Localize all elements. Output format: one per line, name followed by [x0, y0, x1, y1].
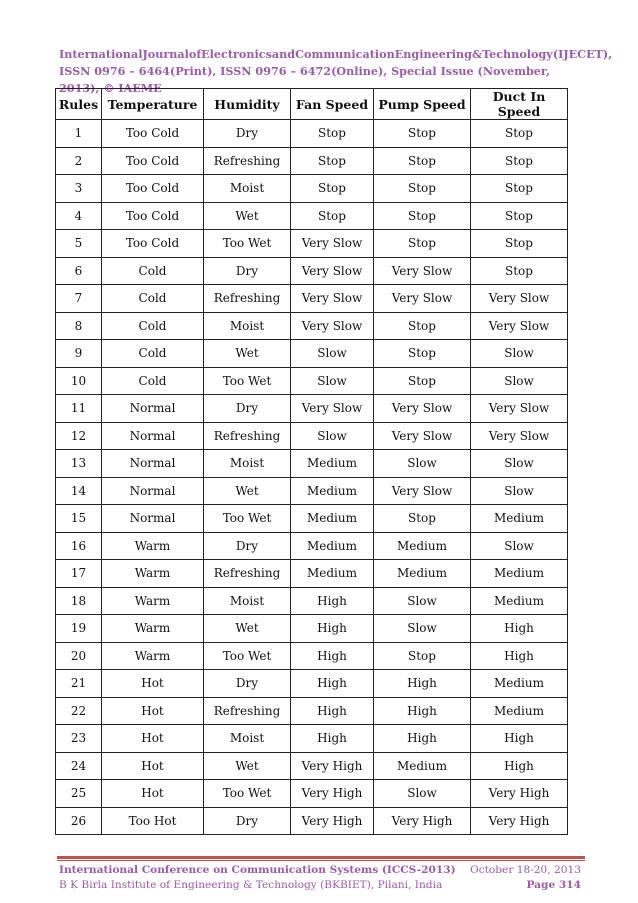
cell-fan-speed: High [291, 642, 374, 670]
cell-pump-speed: Stop [374, 312, 471, 340]
header-rules: Rules [56, 89, 102, 120]
cell-temperature: Cold [102, 257, 204, 285]
cell-duct-in-speed: Medium [471, 505, 568, 533]
header-word: International [59, 47, 143, 61]
cell-temperature: Hot [102, 752, 204, 780]
cell-rule: 15 [56, 505, 102, 533]
cell-humidity: Moist [204, 175, 291, 203]
cell-fan-speed: Very High [291, 780, 374, 808]
cell-duct-in-speed: Slow [471, 367, 568, 395]
cell-fan-speed: Slow [291, 422, 374, 450]
cell-duct-in-speed: High [471, 752, 568, 780]
cell-pump-speed: Slow [374, 587, 471, 615]
cell-temperature: Warm [102, 615, 204, 643]
cell-temperature: Cold [102, 340, 204, 368]
cell-fan-speed: Very Slow [291, 285, 374, 313]
cell-temperature: Normal [102, 505, 204, 533]
cell-duct-in-speed: Very High [471, 780, 568, 808]
cell-pump-speed: Stop [374, 175, 471, 203]
footer-rule-thin [57, 860, 585, 861]
cell-duct-in-speed: Slow [471, 532, 568, 560]
table-row [56, 367, 568, 395]
table-header-row [56, 89, 568, 120]
cell-duct-in-speed: Very High [471, 807, 568, 835]
table-row [56, 450, 568, 478]
cell-pump-speed: Stop [374, 340, 471, 368]
cell-pump-speed: Stop [374, 642, 471, 670]
cell-rule: 3 [56, 175, 102, 203]
cell-pump-speed: Medium [374, 560, 471, 588]
cell-temperature: Too Cold [102, 202, 204, 230]
cell-rule: 17 [56, 560, 102, 588]
table-row [56, 780, 568, 808]
cell-pump-speed: Medium [374, 532, 471, 560]
table-row [56, 202, 568, 230]
cell-duct-in-speed: Medium [471, 697, 568, 725]
cell-duct-in-speed: Very Slow [471, 422, 568, 450]
cell-pump-speed: Very High [374, 807, 471, 835]
table-row [56, 642, 568, 670]
cell-humidity: Wet [204, 340, 291, 368]
cell-rule: 24 [56, 752, 102, 780]
cell-fan-speed: Slow [291, 367, 374, 395]
cell-duct-in-speed: Stop [471, 147, 568, 175]
footer-institute: B K Birla Institute of Engineering & Technology (BKBIET), Pilani, India [59, 879, 443, 891]
header-pump-speed: Pump Speed [374, 89, 471, 120]
cell-pump-speed: Stop [374, 202, 471, 230]
table-row [56, 285, 568, 313]
table-row [56, 505, 568, 533]
cell-humidity: Dry [204, 670, 291, 698]
cell-fan-speed: Stop [291, 120, 374, 148]
table-row [56, 230, 568, 258]
cell-temperature: Normal [102, 422, 204, 450]
journal-header-line2: ISSN 0976 – 6464(Print), ISSN 0976 – 6472(Online), Special Issue (November, 2013), © IAEME [59, 64, 550, 95]
header-word: Engineering [394, 47, 472, 61]
cell-humidity: Refreshing [204, 560, 291, 588]
rules-table [55, 88, 568, 835]
cell-fan-speed: Very High [291, 752, 374, 780]
cell-fan-speed: High [291, 615, 374, 643]
cell-duct-in-speed: Slow [471, 477, 568, 505]
cell-pump-speed: Very Slow [374, 285, 471, 313]
cell-pump-speed: Stop [374, 120, 471, 148]
cell-pump-speed: High [374, 670, 471, 698]
cell-duct-in-speed: Stop [471, 230, 568, 258]
cell-humidity: Wet [204, 752, 291, 780]
cell-duct-in-speed: Medium [471, 670, 568, 698]
cell-fan-speed: High [291, 725, 374, 753]
cell-fan-speed: Stop [291, 175, 374, 203]
rules-table-container [55, 88, 568, 835]
cell-temperature: Normal [102, 395, 204, 423]
table-row [56, 587, 568, 615]
cell-fan-speed: Very Slow [291, 395, 374, 423]
journal-header-line1 [59, 46, 613, 63]
cell-rule: 14 [56, 477, 102, 505]
table-body [56, 120, 568, 835]
cell-duct-in-speed: High [471, 725, 568, 753]
table-row [56, 697, 568, 725]
header-word: and [271, 47, 296, 61]
cell-temperature: Too Cold [102, 175, 204, 203]
cell-humidity: Refreshing [204, 147, 291, 175]
cell-pump-speed: Very Slow [374, 477, 471, 505]
table-row [56, 175, 568, 203]
header-word: & [471, 47, 483, 61]
cell-humidity: Too Wet [204, 505, 291, 533]
cell-duct-in-speed: Medium [471, 587, 568, 615]
cell-fan-speed: High [291, 587, 374, 615]
table-row [56, 670, 568, 698]
cell-humidity: Moist [204, 587, 291, 615]
cell-temperature: Warm [102, 642, 204, 670]
cell-temperature: Cold [102, 285, 204, 313]
cell-rule: 19 [56, 615, 102, 643]
cell-fan-speed: Medium [291, 505, 374, 533]
cell-pump-speed: Very Slow [374, 257, 471, 285]
header-word: (IJECET), [552, 47, 613, 61]
cell-duct-in-speed: Medium [471, 560, 568, 588]
cell-temperature: Too Hot [102, 807, 204, 835]
cell-temperature: Too Cold [102, 147, 204, 175]
header-duct-in-speed: Duct In Speed [471, 89, 568, 120]
cell-temperature: Warm [102, 532, 204, 560]
cell-rule: 23 [56, 725, 102, 753]
footer-conference: International Conference on Communication Systems (ICCS-2013) [59, 864, 456, 876]
cell-temperature: Normal [102, 477, 204, 505]
cell-fan-speed: Stop [291, 202, 374, 230]
cell-rule: 16 [56, 532, 102, 560]
cell-fan-speed: Very Slow [291, 312, 374, 340]
cell-temperature: Hot [102, 670, 204, 698]
table-row [56, 725, 568, 753]
cell-fan-speed: Medium [291, 450, 374, 478]
cell-rule: 20 [56, 642, 102, 670]
cell-duct-in-speed: Very Slow [471, 395, 568, 423]
cell-humidity: Wet [204, 477, 291, 505]
cell-fan-speed: Very Slow [291, 257, 374, 285]
cell-humidity: Too Wet [204, 642, 291, 670]
cell-rule: 18 [56, 587, 102, 615]
cell-humidity: Too Wet [204, 230, 291, 258]
cell-temperature: Normal [102, 450, 204, 478]
cell-rule: 4 [56, 202, 102, 230]
cell-fan-speed: Stop [291, 147, 374, 175]
table-row [56, 312, 568, 340]
cell-humidity: Refreshing [204, 422, 291, 450]
table-row [56, 340, 568, 368]
cell-humidity: Dry [204, 532, 291, 560]
cell-pump-speed: Very Slow [374, 395, 471, 423]
cell-rule: 2 [56, 147, 102, 175]
header-word: of [188, 47, 202, 61]
cell-fan-speed: Medium [291, 532, 374, 560]
cell-temperature: Too Cold [102, 230, 204, 258]
cell-fan-speed: Medium [291, 560, 374, 588]
cell-pump-speed: Slow [374, 780, 471, 808]
header-word: Electronics [201, 47, 272, 61]
cell-humidity: Dry [204, 257, 291, 285]
cell-duct-in-speed: Stop [471, 120, 568, 148]
cell-pump-speed: High [374, 697, 471, 725]
cell-humidity: Refreshing [204, 697, 291, 725]
cell-humidity: Too Wet [204, 780, 291, 808]
cell-pump-speed: Stop [374, 230, 471, 258]
cell-humidity: Refreshing [204, 285, 291, 313]
cell-pump-speed: Slow [374, 450, 471, 478]
header-word: Journal [142, 47, 189, 61]
table-row [56, 560, 568, 588]
table-row [56, 395, 568, 423]
cell-duct-in-speed: High [471, 642, 568, 670]
table-row [56, 615, 568, 643]
cell-humidity: Moist [204, 450, 291, 478]
table-row [56, 752, 568, 780]
header-fan-speed: Fan Speed [291, 89, 374, 120]
cell-rule: 6 [56, 257, 102, 285]
cell-duct-in-speed: Slow [471, 450, 568, 478]
cell-pump-speed: Slow [374, 615, 471, 643]
footer-rule-thick [57, 856, 585, 859]
cell-humidity: Wet [204, 202, 291, 230]
cell-duct-in-speed: Stop [471, 175, 568, 203]
cell-fan-speed: Very Slow [291, 230, 374, 258]
cell-temperature: Cold [102, 367, 204, 395]
cell-duct-in-speed: Slow [471, 340, 568, 368]
page-footer [59, 863, 581, 893]
cell-rule: 22 [56, 697, 102, 725]
header-word: Technology [482, 47, 553, 61]
cell-humidity: Wet [204, 615, 291, 643]
table-row [56, 532, 568, 560]
cell-temperature: Warm [102, 560, 204, 588]
cell-humidity: Dry [204, 807, 291, 835]
cell-pump-speed: Stop [374, 147, 471, 175]
cell-temperature: Cold [102, 312, 204, 340]
cell-pump-speed: Stop [374, 505, 471, 533]
table-row [56, 477, 568, 505]
table-row [56, 120, 568, 148]
cell-fan-speed: High [291, 697, 374, 725]
table-row [56, 147, 568, 175]
cell-duct-in-speed: Very Slow [471, 285, 568, 313]
cell-humidity: Too Wet [204, 367, 291, 395]
cell-duct-in-speed: Stop [471, 202, 568, 230]
cell-temperature: Too Cold [102, 120, 204, 148]
cell-rule: 8 [56, 312, 102, 340]
header-humidity: Humidity [204, 89, 291, 120]
cell-fan-speed: Very High [291, 807, 374, 835]
cell-pump-speed: Very Slow [374, 422, 471, 450]
cell-rule: 1 [56, 120, 102, 148]
cell-humidity: Moist [204, 725, 291, 753]
cell-pump-speed: Stop [374, 367, 471, 395]
cell-temperature: Hot [102, 697, 204, 725]
cell-humidity: Moist [204, 312, 291, 340]
cell-temperature: Hot [102, 725, 204, 753]
footer-page-number: Page 314 [526, 879, 581, 891]
cell-rule: 25 [56, 780, 102, 808]
cell-pump-speed: Medium [374, 752, 471, 780]
cell-rule: 10 [56, 367, 102, 395]
header-temperature: Temperature [102, 89, 204, 120]
table-row [56, 257, 568, 285]
cell-temperature: Hot [102, 780, 204, 808]
cell-rule: 11 [56, 395, 102, 423]
table-row [56, 807, 568, 835]
cell-fan-speed: Medium [291, 477, 374, 505]
table-row [56, 422, 568, 450]
cell-humidity: Dry [204, 120, 291, 148]
cell-rule: 5 [56, 230, 102, 258]
cell-duct-in-speed: Very Slow [471, 312, 568, 340]
header-word: Communication [295, 47, 395, 61]
footer-dates: October 18-20, 2013 [470, 864, 581, 876]
cell-duct-in-speed: High [471, 615, 568, 643]
cell-pump-speed: High [374, 725, 471, 753]
cell-duct-in-speed: Stop [471, 257, 568, 285]
cell-rule: 21 [56, 670, 102, 698]
cell-rule: 26 [56, 807, 102, 835]
cell-fan-speed: High [291, 670, 374, 698]
cell-fan-speed: Slow [291, 340, 374, 368]
cell-temperature: Warm [102, 587, 204, 615]
cell-humidity: Dry [204, 395, 291, 423]
cell-rule: 9 [56, 340, 102, 368]
cell-rule: 12 [56, 422, 102, 450]
cell-rule: 13 [56, 450, 102, 478]
cell-rule: 7 [56, 285, 102, 313]
